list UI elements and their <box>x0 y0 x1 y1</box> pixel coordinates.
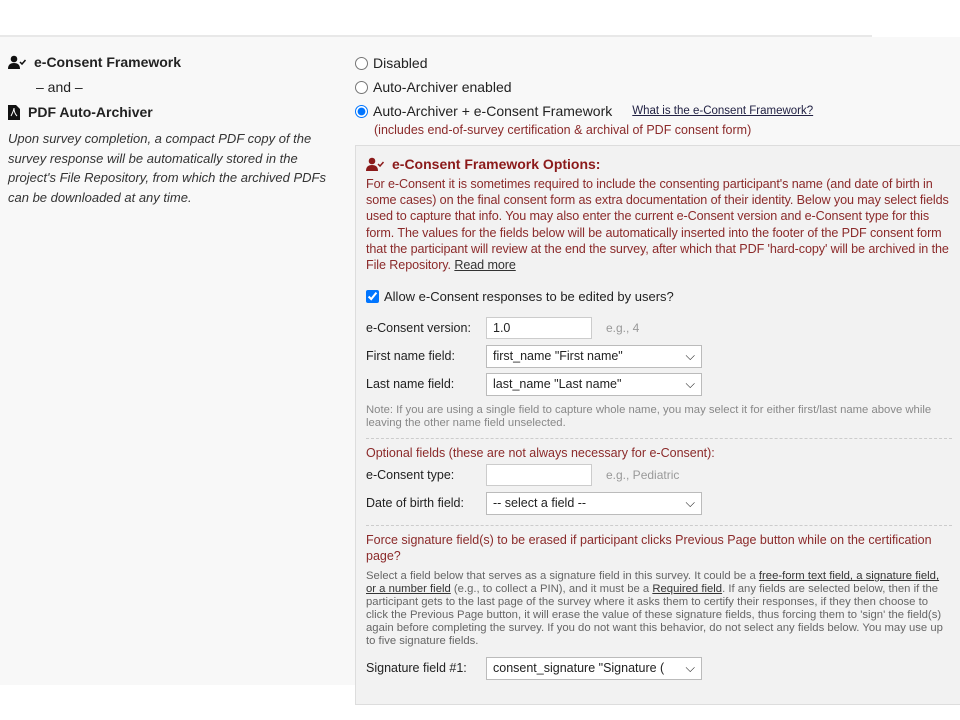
econsent-options-panel <box>355 145 960 705</box>
first-name-row: First name field: first_name "First name" ⌵ <box>366 342 952 370</box>
required-field-link[interactable]: Required field <box>652 583 723 596</box>
force-signature-heading: Force signature field(s) to be erased if participant clicks Previous Page button while on the certification page? <box>366 533 932 564</box>
mode-options <box>355 51 960 143</box>
settings-section <box>0 37 960 685</box>
read-more-link[interactable]: Read more <box>454 258 516 273</box>
name-note: Note: If you are using a single field to capture whole name, you may select it for either first/last name above while leaving the other name field unselected. <box>366 404 932 430</box>
chevron-down-icon: ⌵ <box>685 660 695 675</box>
user-check-icon <box>8 55 26 69</box>
last-name-select[interactable]: last_name "Last name" ⌵ <box>486 373 702 396</box>
and-text: – and – <box>36 79 83 95</box>
signature-description: Select a field below that serves as a signature field in this survey. It could be a free-form text field, a signature field, or a number field (e.g., to collect a PIN), and it must be a Required field. If any fields are selected below, then if the participant gets to the last page of the survey where it asks them to certify their responses, if they then choose to click the Previous Page button, it will erase the value of these signature fields, thus forcing them to 'sign' the field(s) again before completing the survey. If you do not want this behavior, do not select any fields below. You may use up to five signature fields. <box>366 570 943 648</box>
dob-select[interactable]: -- select a field -- ⌵ <box>486 492 702 515</box>
version-input[interactable]: 1.0 <box>486 317 592 339</box>
panel-intro: For e-Consent it is sometimes required to include the consenting participant's name (and date of birth in some cases) on the final consent form as extra documentation of their identity. Below you may select fields used to capture that info. You may also enter the current e-Consent version and e-Consent type for this form. The values for the fields below will be automatically inserted into the footer of the PDF consent form that the participant will review at the end the survey, after which that PDF 'hard-copy' will be archived in the File Repository. Read more <box>366 177 949 273</box>
divider <box>366 438 952 439</box>
last-name-row: Last name field: last_name "Last name" ⌵ <box>366 370 952 398</box>
divider <box>366 525 952 526</box>
chevron-down-icon: ⌵ <box>685 495 695 510</box>
signature-row: Signature field #1: consent_signature "Signature ( ⌵ <box>366 654 952 682</box>
field-types-link[interactable]: free-form text field, a signature field, or a number field <box>366 570 940 596</box>
pdf-archiver-title: PDF Auto-Archiver <box>8 101 338 123</box>
version-row: e-Consent version: 1.0 e.g., 4 <box>366 314 952 342</box>
signature-select[interactable]: consent_signature "Signature ( ⌵ <box>486 657 702 680</box>
allow-edit-checkbox[interactable]: Allow e-Consent responses to be edited by users? <box>366 286 952 306</box>
econsent-title: e-Consent Framework <box>8 51 338 73</box>
radio-disabled[interactable]: Disabled <box>355 51 960 75</box>
archiver-description: Upon survey completion, a compact PDF copy of the survey response will be automatically stored in the project's File Repository, from which the archived PDFs can be downloaded at any time. <box>8 131 326 205</box>
radio-auto-archiver[interactable]: Auto-Archiver enabled <box>355 75 960 99</box>
chevron-down-icon: ⌵ <box>685 348 695 363</box>
what-is-econsent-link[interactable]: What is the e-Consent Framework? <box>632 105 814 117</box>
type-input[interactable] <box>486 464 592 486</box>
chevron-down-icon: ⌵ <box>685 376 695 391</box>
dob-row: Date of birth field: -- select a field -- ⌵ <box>366 489 952 517</box>
type-row: e-Consent type: e.g., Pediatric <box>366 461 952 489</box>
pdf-file-icon <box>8 105 20 120</box>
section-label <box>8 51 338 207</box>
radio-auto-archiver-econsent[interactable]: Auto-Archiver + e-Consent Framework What is the e-Consent Framework? <box>355 99 960 123</box>
first-name-select[interactable]: first_name "First name" ⌵ <box>486 345 702 368</box>
user-check-icon <box>366 157 384 171</box>
optional-heading: Optional fields (these are not always necessary for e-Consent): <box>366 446 715 461</box>
includes-note: (includes end-of-survey certification & archival of PDF consent form) <box>374 123 752 137</box>
panel-title: e-Consent Framework Options: <box>366 152 952 176</box>
